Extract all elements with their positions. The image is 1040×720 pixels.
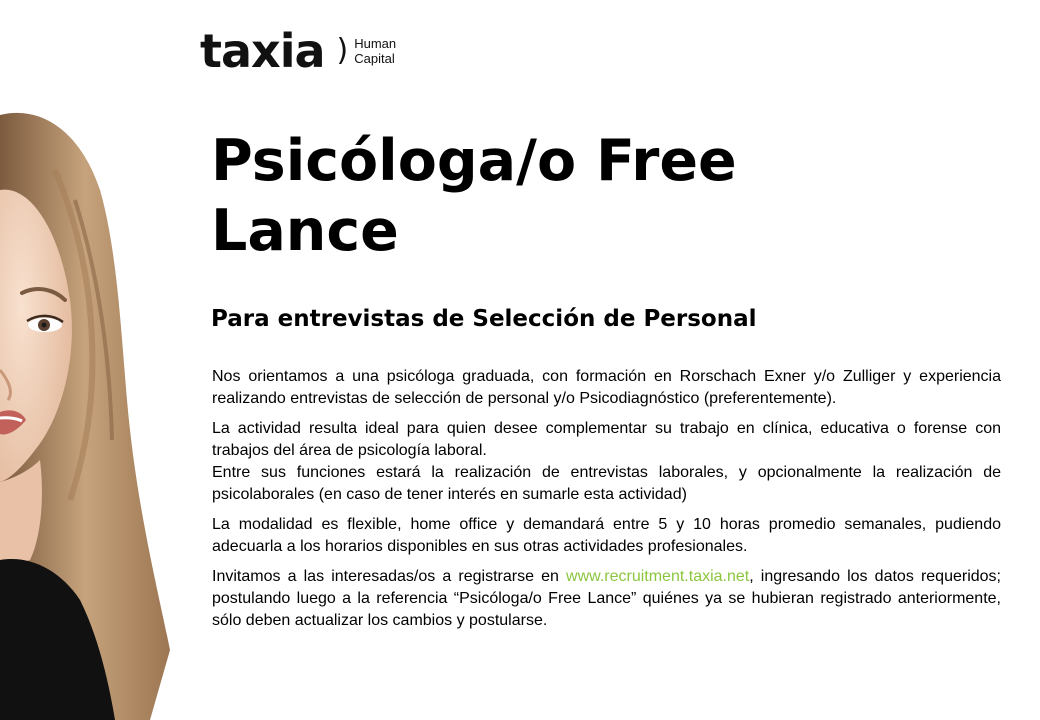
recruitment-link[interactable]: www.recruitment.taxia.net [566,568,750,585]
job-description [212,366,1001,632]
logo-tagline-line2: Capital [354,51,395,66]
logo-wordmark: taxia [200,24,325,78]
logo-paren: ) [336,33,349,68]
invitation-text-start: Invitamos a las interesadas/os a registrarse en [212,568,567,585]
page-title: Psicóloga/o Free Lance [211,128,737,264]
page-subtitle: Para entrevistas de Selección de Personal [211,306,757,332]
paragraph-modality: La modalidad es flexible, home office y demandará entre 5 y 10 horas promedio semanales, pudiendo adecuarla a los horarios disponibles en sus otras actividades profesionales. [212,516,1001,555]
paragraph-invitation [212,566,1001,632]
woman-portrait-image [0,0,200,720]
logo-tagline-line1: Human [354,36,397,51]
logo-tagline [354,36,396,66]
paragraph-functions: Entre sus funciones estará la realización de entrevistas laborales, y opcionalmente la realización de psicolaborales (en caso de tener interés en sumarle esta actividad) [212,464,1001,503]
paragraph-requirements: Nos orientamos a una psicóloga graduada, con formación en Rorschach Exner y/o Zulliger y experiencia realizando entrevistas de selección de personal y/o Psicodiagnóstico (preferentemente). [212,368,1001,407]
taxia-logo [200,24,397,78]
invitation-text-end: , ingresando los datos requeridos; postulando luego a la referencia “Psicóloga/o Free Lance” quiénes ya se hubieran registrado anteriormente, sólo deben actualizar los cambios y postularse. [212,568,1001,629]
paragraph-activity: La actividad resulta ideal para quien desee complementar su trabajo en clínica, educativa o forense con trabajos del área de psicología laboral. [212,420,1001,459]
